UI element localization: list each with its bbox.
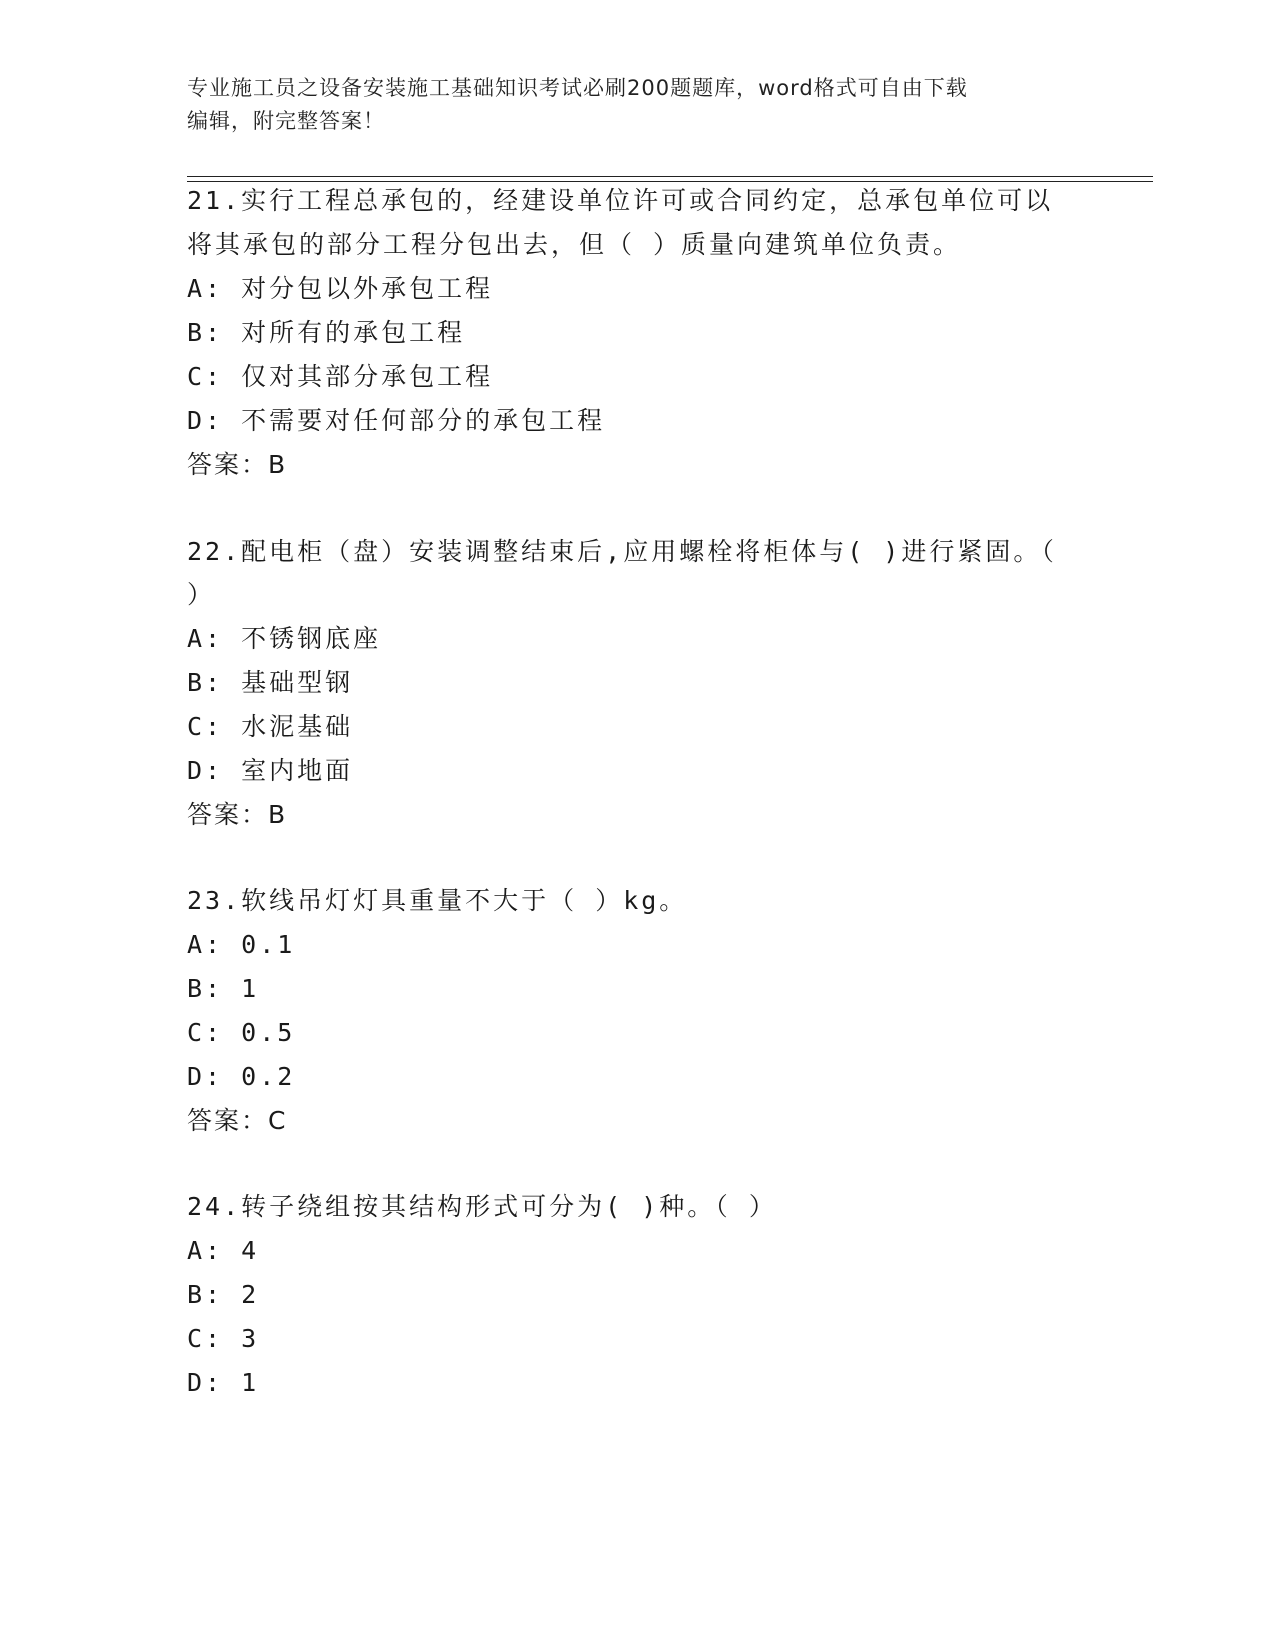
question-22-stem-line-2: ） [187, 580, 216, 609]
question-22-option-b: B: 基础型钢 [187, 668, 354, 697]
question-23-option-a: A: 0.1 [187, 930, 296, 959]
question-21-answer: 答案：B [187, 450, 288, 479]
header-title-line-1: 专业施工员之设备安装施工基础知识考试必刷200题题库，word格式可自由下载 [187, 76, 968, 100]
question-24-option-d: D: 1 [187, 1368, 260, 1397]
question-22-stem-line-1: 22.配电柜（盘）安装调整结束后,应用螺栓将柜体与( )进行紧固。（ [187, 537, 1057, 566]
question-21-option-d: D: 不需要对任何部分的承包工程 [187, 406, 606, 435]
question-21-option-c: C: 仅对其部分承包工程 [187, 362, 494, 391]
question-21-option-a: A: 对分包以外承包工程 [187, 274, 494, 303]
document-header [187, 72, 1067, 138]
question-21-stem-line-1: 21.实行工程总承包的，经建设单位许可或合同约定，总承包单位可以 [187, 186, 1054, 215]
question-24-option-b: B: 2 [187, 1280, 260, 1309]
question-22-option-a: A: 不锈钢底座 [187, 624, 382, 653]
question-22-answer: 答案：B [187, 800, 288, 829]
question-24-stem: 24.转子绕组按其结构形式可分为( )种。（ ） [187, 1192, 777, 1221]
header-divider-top [187, 176, 1153, 177]
question-21-stem-line-2: 将其承包的部分工程分包出去，但（ ）质量向建筑单位负责。 [187, 230, 962, 259]
question-24-option-c: C: 3 [187, 1324, 260, 1353]
question-21-option-b: B: 对所有的承包工程 [187, 318, 466, 347]
question-24-option-a: A: 4 [187, 1236, 260, 1265]
question-23-answer: 答案：C [187, 1106, 288, 1135]
header-divider-bottom [187, 181, 1153, 182]
header-title-line-2: 编辑，附完整答案！ [187, 109, 385, 133]
question-23-option-c: C: 0.5 [187, 1018, 296, 1047]
question-23-option-d: D: 0.2 [187, 1062, 296, 1091]
question-22-option-d: D: 室内地面 [187, 756, 354, 785]
question-22-option-c: C: 水泥基础 [187, 712, 354, 741]
question-23-stem: 23.软线吊灯灯具重量不大于（ ）kg。 [187, 886, 688, 915]
question-23-option-b: B: 1 [187, 974, 260, 1003]
